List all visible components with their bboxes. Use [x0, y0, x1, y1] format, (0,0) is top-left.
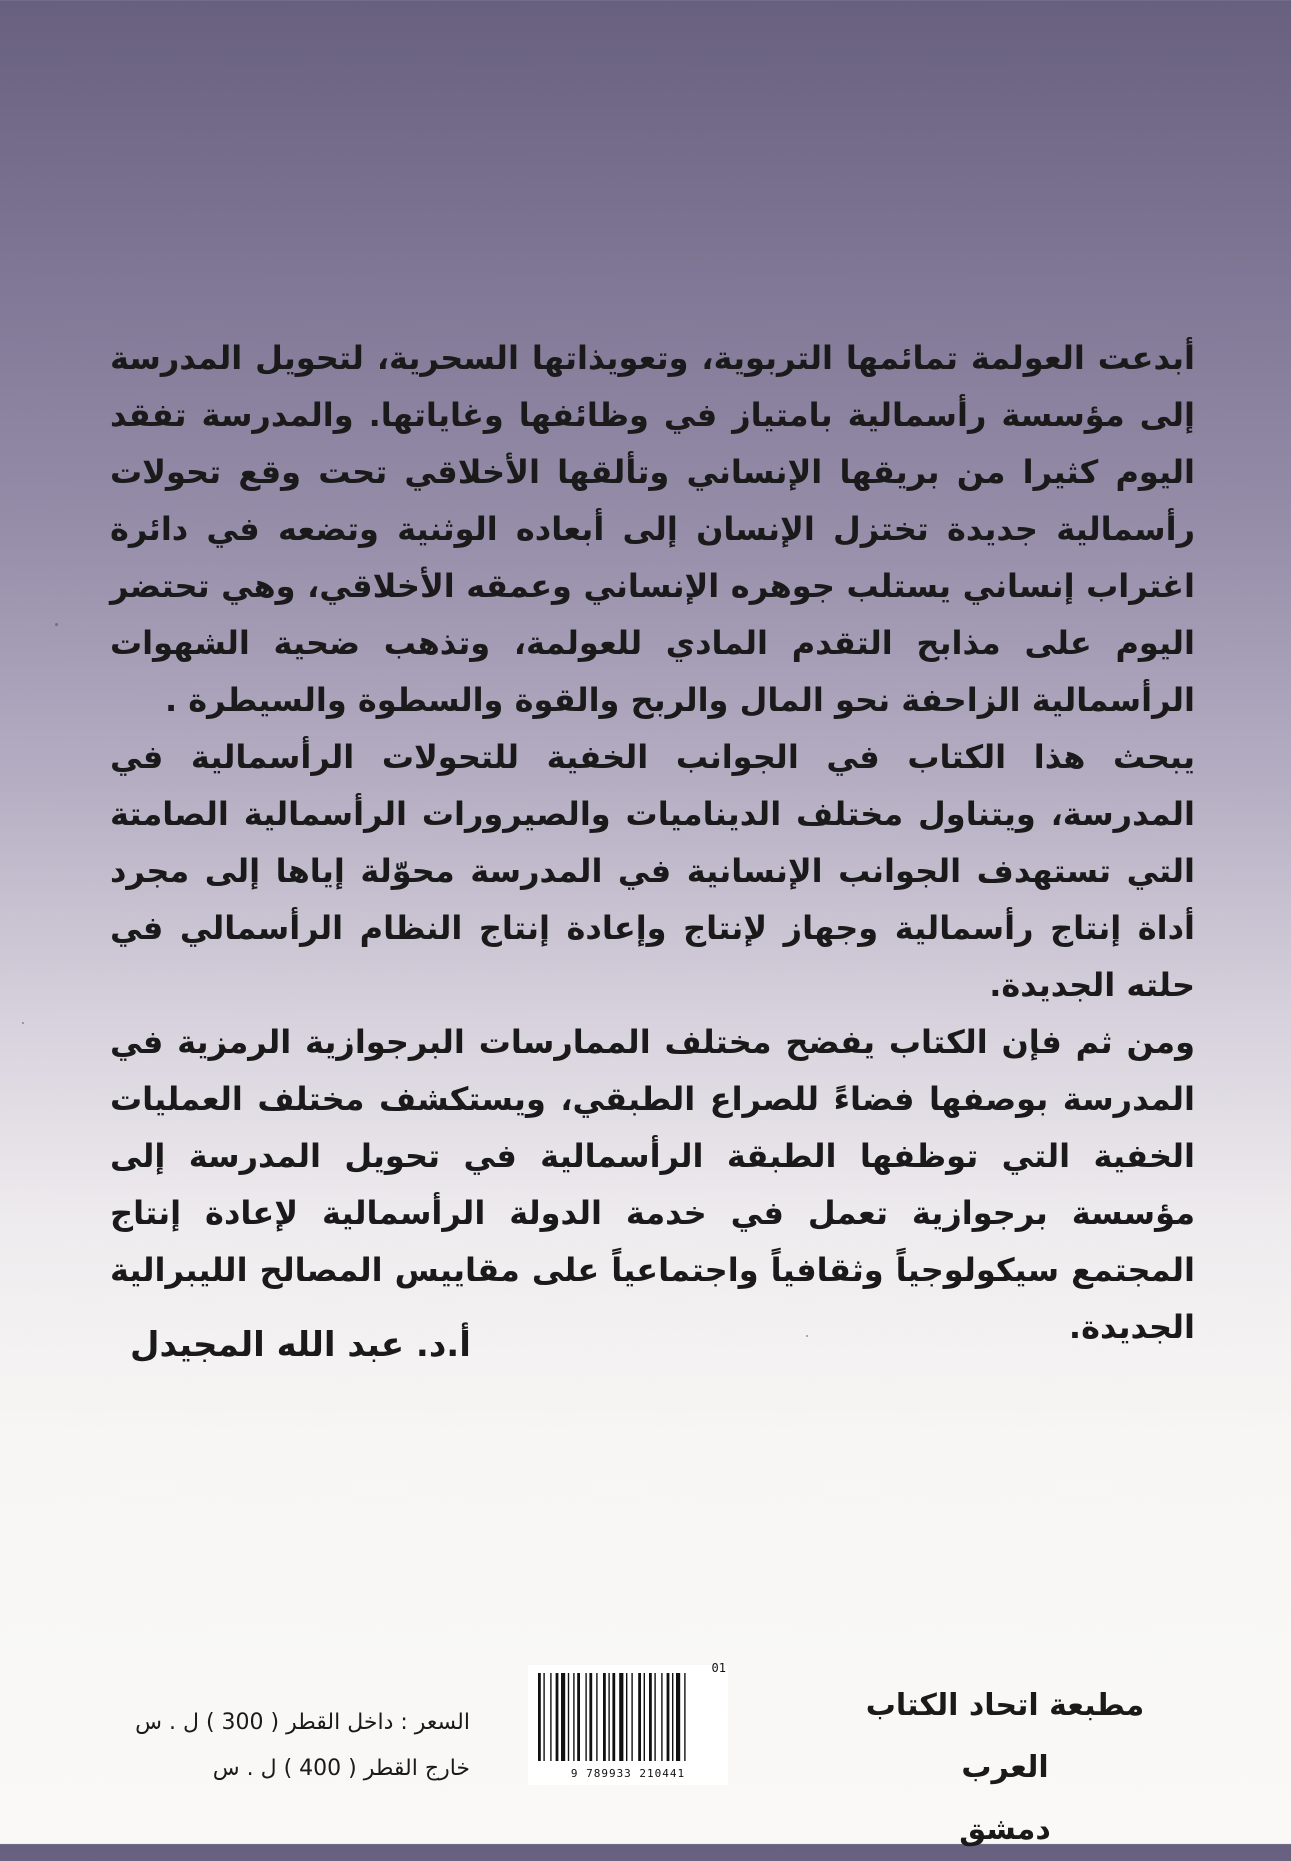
barcode-bar — [649, 1673, 652, 1761]
barcode-bar — [577, 1673, 580, 1761]
dust-speck — [22, 1022, 24, 1024]
isbn-barcode — [528, 1661, 728, 1785]
barcode-bar — [672, 1673, 673, 1761]
barcode-bar — [556, 1673, 559, 1761]
publisher-block — [830, 1675, 1180, 1861]
price-domestic: السعر : داخل القطر ( 300 ) ل . س — [135, 1710, 470, 1735]
price-block — [110, 1700, 470, 1792]
barcode-bar — [596, 1673, 597, 1761]
barcode-bar — [684, 1673, 685, 1761]
barcode-bar — [543, 1673, 544, 1761]
barcode-bar — [676, 1673, 680, 1761]
barcode-bar — [568, 1673, 569, 1761]
barcode-addon: 01 — [711, 1661, 726, 1675]
barcode-digits: 9 789933 210441 — [570, 1767, 686, 1780]
blurb-paragraph: يبحث هذا الكتاب في الجوانب الخفية للتحولات الرأسمالية في المدرسة، ويتناول مختلف الديناميات والصيرورات الرأسمالية الصامتة التي تستهدف الجوانب الإنسانية في المدرسة محوّلة إياها إلى مجرد أداة إنتاج رأسمالية وجهاز لإنتاج وإعادة إنتاج النظام الرأسمالي في حلته الجديدة. — [110, 738, 1195, 1004]
back-cover-blurb — [110, 330, 1195, 1356]
barcode-bar — [644, 1673, 645, 1761]
barcode-bar — [589, 1673, 592, 1761]
dust-speck — [55, 623, 58, 626]
barcode-bar — [667, 1673, 670, 1761]
barcode-bar — [631, 1673, 632, 1761]
barcode-bar — [626, 1673, 627, 1761]
barcode-bar — [661, 1673, 662, 1761]
barcode-bars — [528, 1665, 728, 1765]
barcode-bar — [608, 1673, 609, 1761]
barcode-bar — [638, 1673, 641, 1761]
barcode-bar — [603, 1673, 606, 1761]
blurb-paragraph: أبدعت العولمة تمائمها التربوية، وتعويذاتها السحرية، لتحويل المدرسة إلى مؤسسة رأسمالية بامتياز في وظائفها وغاياتها. والمدرسة تفقد اليوم كثيرا من بريقها الإنساني وتألقها الأخلاقي تحت وقع تحولات رأسمالية جديدة تختزل الإنسان إلى أبعاده الوثنية وتضعه في دائرة اغتراب إنساني يستلب جوهره الإنساني وعمقه الأخلاقي، وهي تحتضر اليوم على مذابح التقدم المادي للعولمة، وتذهب ضحية الشهوات الرأسمالية الزاحفة نحو المال والربح والقوة والسطوة والسيطرة . — [110, 339, 1195, 719]
barcode-bar — [538, 1673, 541, 1761]
blurb-paragraph: ومن ثم فإن الكتاب يفضح مختلف الممارسات البرجوازية الرمزية في المدرسة بوصفها فضاءً للصراع الطبقي، ويستكشف مختلف العمليات الخفية التي توظفها الطبقة الرأسمالية في تحويل المدرسة إلى مؤسسة برجوازية تعمل في خدمة الدولة الرأسمالية لإعادة إنتاج المجتمع سيكولوجياً وثقافياً واجتماعياً على مقاييس المصالح الليبرالية الجديدة. — [110, 1023, 1195, 1346]
barcode-bar — [585, 1673, 586, 1761]
barcode-bar — [619, 1673, 623, 1761]
author-name: أ.د. عبد الله المجيدل — [130, 1325, 471, 1365]
barcode-bar — [612, 1673, 615, 1761]
barcode-bar — [561, 1673, 565, 1761]
publisher-name: مطبعة اتحاد الكتاب العرب — [865, 1688, 1145, 1785]
barcode-bar — [550, 1673, 551, 1761]
publisher-city: دمشق — [959, 1812, 1051, 1847]
barcode-bar — [654, 1673, 655, 1761]
barcode-bar — [573, 1673, 574, 1761]
price-abroad: خارج القطر ( 400 ) ل . س — [212, 1756, 470, 1781]
